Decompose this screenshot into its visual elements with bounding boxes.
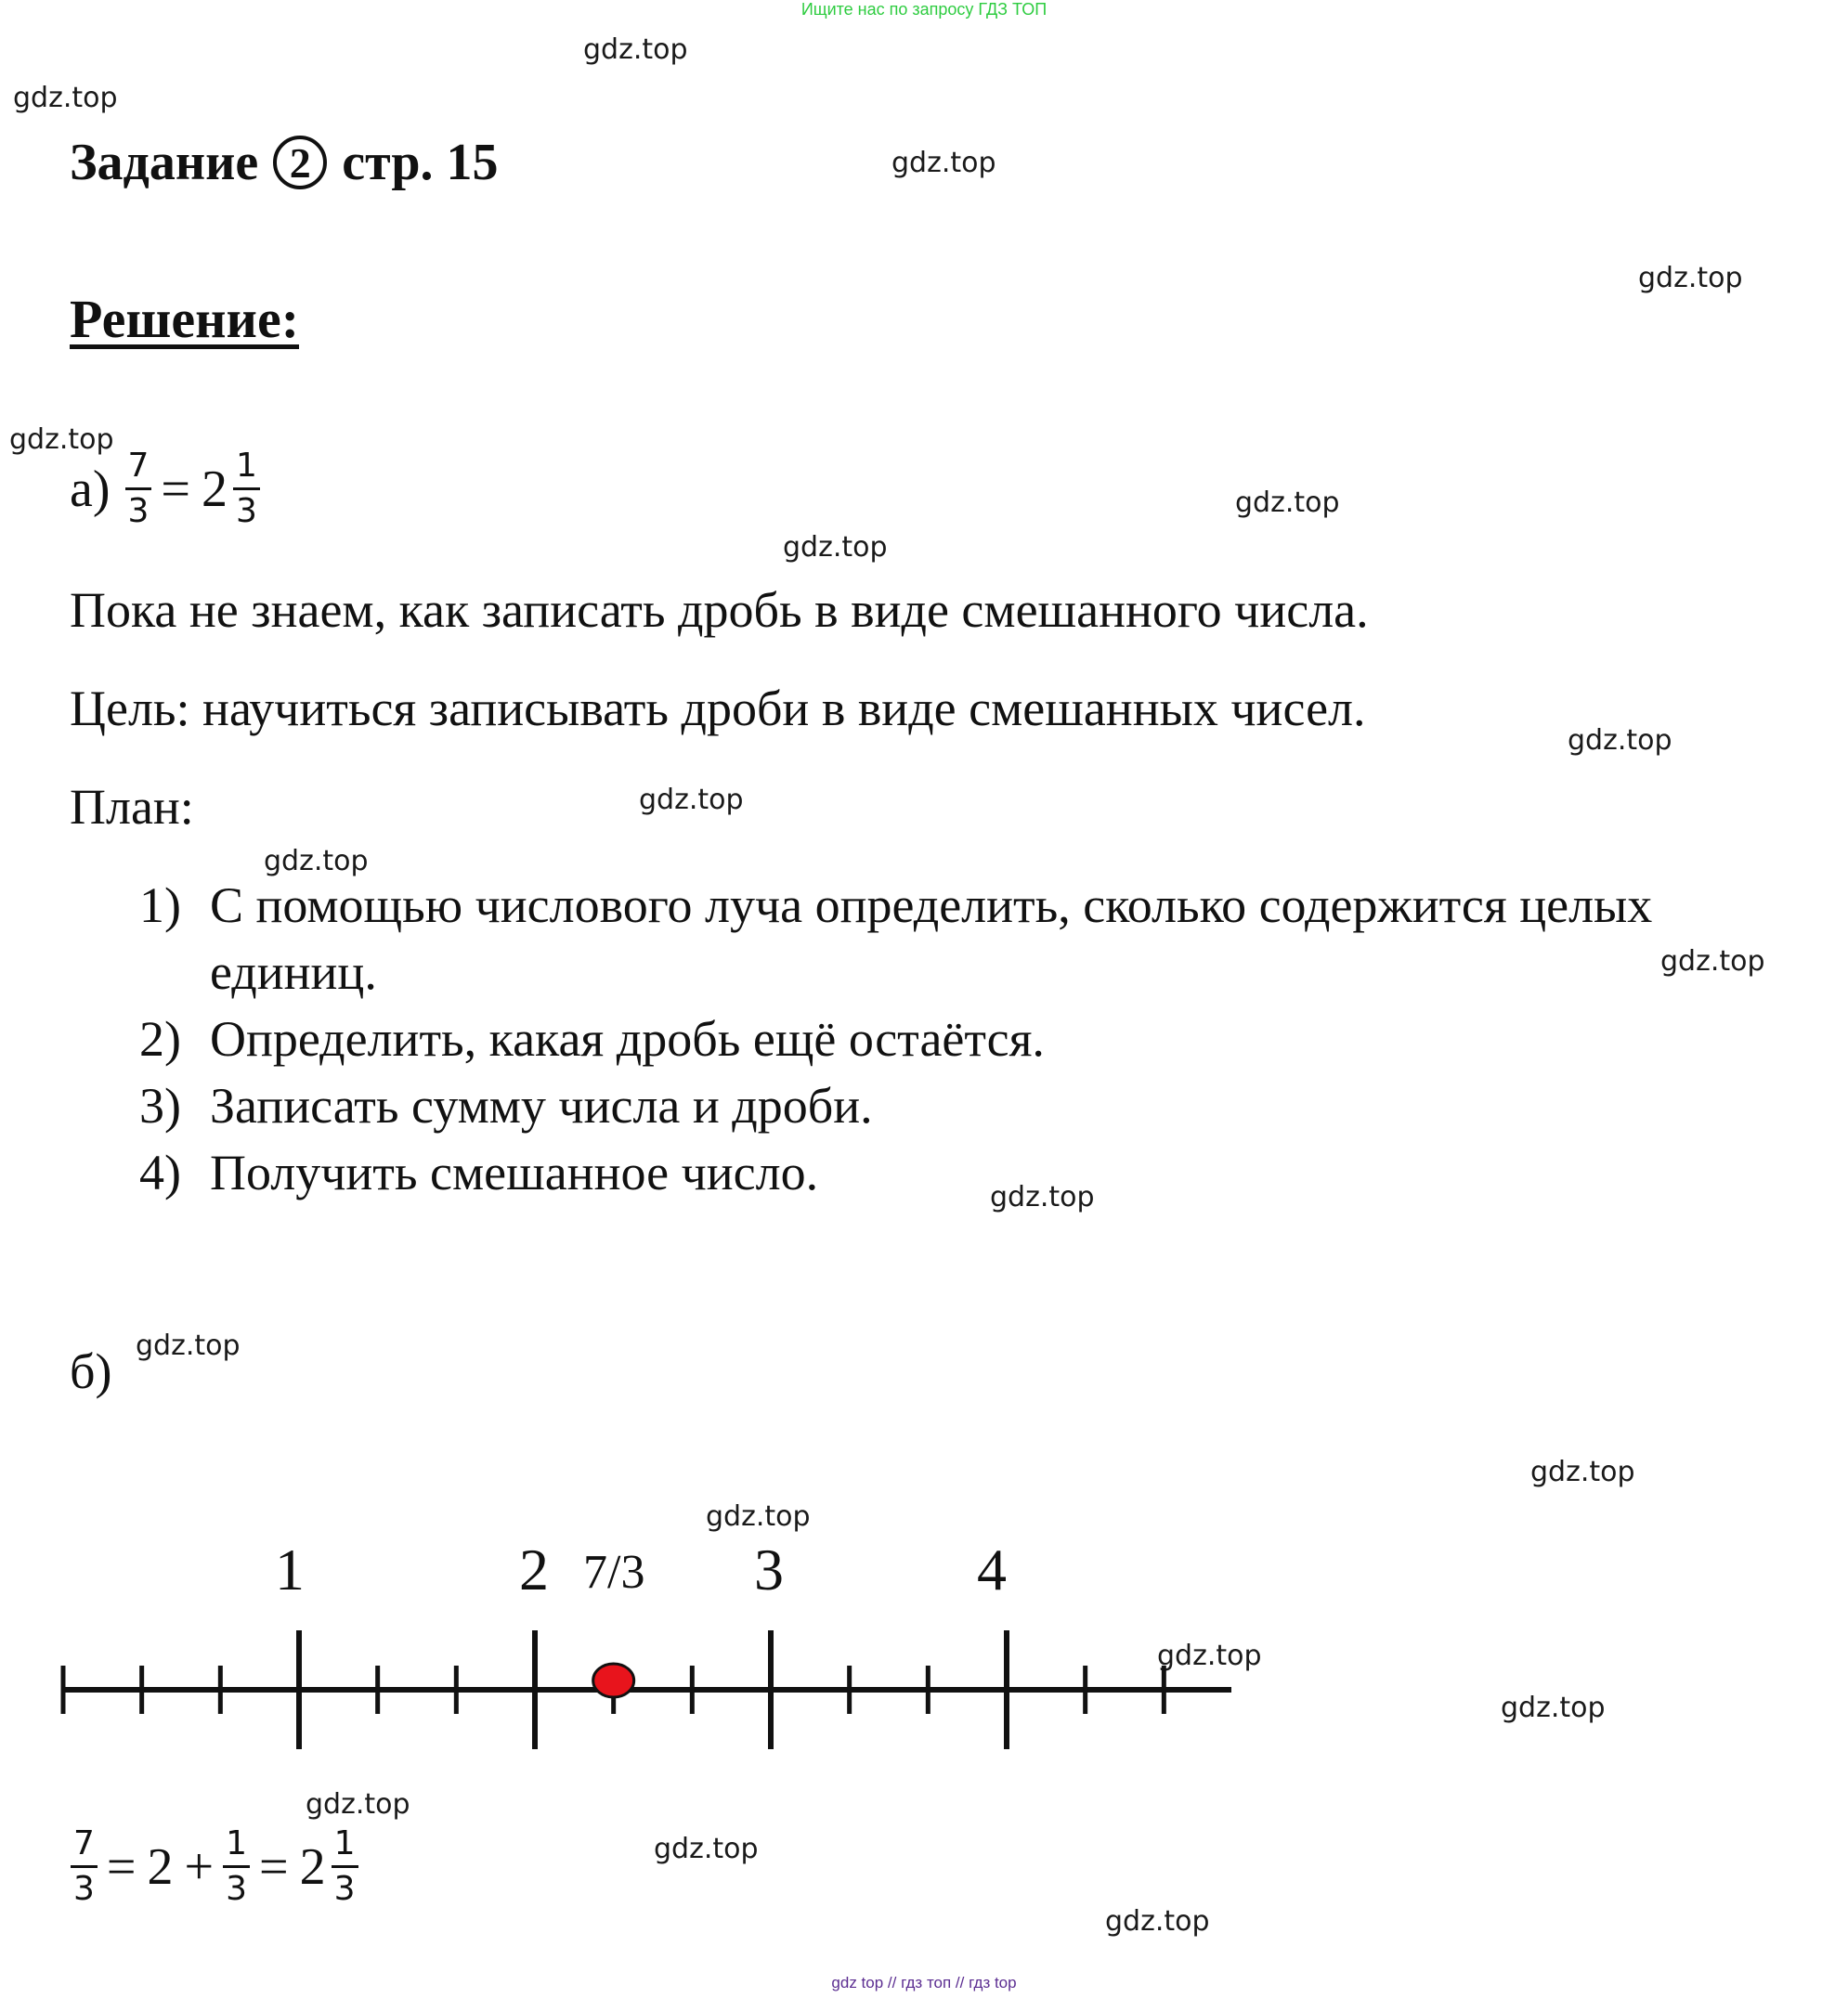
numerator: 1 (333, 1824, 356, 1862)
watermark: gdz.top (654, 1833, 759, 1865)
fraction (233, 449, 260, 528)
list-item-number: 2) (139, 1011, 181, 1067)
denominator: 3 (333, 1870, 356, 1908)
fraction-bar (233, 487, 260, 490)
part-a-label: а) (70, 460, 111, 518)
watermark: gdz.top (639, 784, 744, 816)
axis-label-2: 2 (519, 1537, 549, 1602)
numerator: 1 (236, 447, 257, 485)
watermark: gdz.top (891, 147, 996, 179)
list-item-text: С помощью числового луча определить, сколько содержится целых (210, 877, 1653, 933)
watermark: gdz.top (13, 82, 118, 114)
list-item (139, 1077, 873, 1135)
watermark: gdz.top (306, 1788, 410, 1821)
watermark: gdz.top (136, 1330, 241, 1362)
numerator: 7 (127, 447, 150, 485)
fraction (223, 1824, 250, 1908)
text-paragraph-1: Пока не знаем, как записать дробь в виде смешанного числа. (70, 582, 1369, 638)
whole-part: 2 (202, 460, 228, 518)
fraction (125, 449, 152, 528)
part-a-equation (70, 449, 264, 528)
list-item-number: 3) (139, 1078, 181, 1134)
denominator: 3 (226, 1870, 247, 1908)
numerator: 1 (226, 1824, 247, 1862)
point-label: 7/3 (583, 1546, 645, 1599)
watermark: gdz.top (1235, 487, 1340, 519)
footer: gdz top // гдз топ // гдз top (831, 1974, 1017, 1992)
equals-sign: = (106, 1837, 137, 1896)
watermark: gdz.top (706, 1500, 811, 1533)
top-banner: Ищите нас по запросу ГДЗ ТОП (800, 0, 1048, 19)
axis-label-4: 4 (977, 1537, 1007, 1602)
watermark: gdz.top (990, 1181, 1095, 1213)
fraction-bar (332, 1865, 358, 1868)
solution-heading: Решение: (70, 289, 300, 349)
plan-label: План: (70, 779, 194, 835)
fraction-bar (125, 487, 152, 490)
watermark: gdz.top (1568, 724, 1672, 757)
watermark: gdz.top (1530, 1456, 1635, 1488)
watermark: gdz.top (1157, 1640, 1262, 1672)
list-item (139, 1010, 1045, 1068)
axis-label-1: 1 (275, 1537, 305, 1602)
watermark: gdz.top (1105, 1905, 1210, 1938)
whole-part: 2 (299, 1837, 326, 1896)
list-item-text: Получить смешанное число. (210, 1145, 819, 1200)
list-item-number: 4) (139, 1145, 181, 1200)
denominator: 3 (236, 492, 257, 530)
watermark: gdz.top (9, 423, 114, 456)
number-line (0, 1578, 1300, 1764)
task-title-prefix: Задание (70, 134, 259, 191)
point-marker (593, 1664, 634, 1697)
equals-sign: = (161, 460, 191, 518)
list-item-text: Записать сумму числа и дроби. (210, 1078, 873, 1134)
watermark: gdz.top (1660, 945, 1765, 978)
list-item-number: 1) (139, 877, 181, 933)
fraction-bar (71, 1865, 98, 1868)
watermark: gdz.top (1638, 262, 1743, 294)
denominator: 3 (127, 492, 150, 530)
watermark: gdz.top (1501, 1692, 1606, 1724)
axis-label-3: 3 (754, 1537, 784, 1602)
fraction-bar (223, 1865, 250, 1868)
watermark: gdz.top (783, 531, 888, 564)
final-equation (67, 1824, 362, 1908)
fraction (332, 1824, 358, 1908)
numerator: 7 (73, 1824, 95, 1862)
task-number-circle: 2 (273, 136, 327, 189)
whole-part: 2 (147, 1837, 174, 1896)
task-title (70, 133, 498, 192)
watermark: gdz.top (264, 845, 369, 877)
fraction (71, 1824, 98, 1908)
list-item (139, 876, 1652, 934)
denominator: 3 (73, 1870, 95, 1908)
list-item-continuation (210, 943, 377, 1001)
list-item-text: единиц. (210, 944, 377, 1000)
part-b-label: б) (70, 1343, 112, 1399)
text-paragraph-2: Цель: научиться записывать дроби в виде смешанных чисел. (70, 681, 1366, 736)
equals-sign: = (259, 1837, 289, 1896)
watermark: gdz.top (583, 33, 688, 66)
task-title-suffix: стр. 15 (342, 134, 499, 191)
list-item-text: Определить, какая дробь ещё остаётся. (210, 1011, 1045, 1067)
list-item (139, 1144, 818, 1201)
plus-sign: + (184, 1837, 215, 1896)
